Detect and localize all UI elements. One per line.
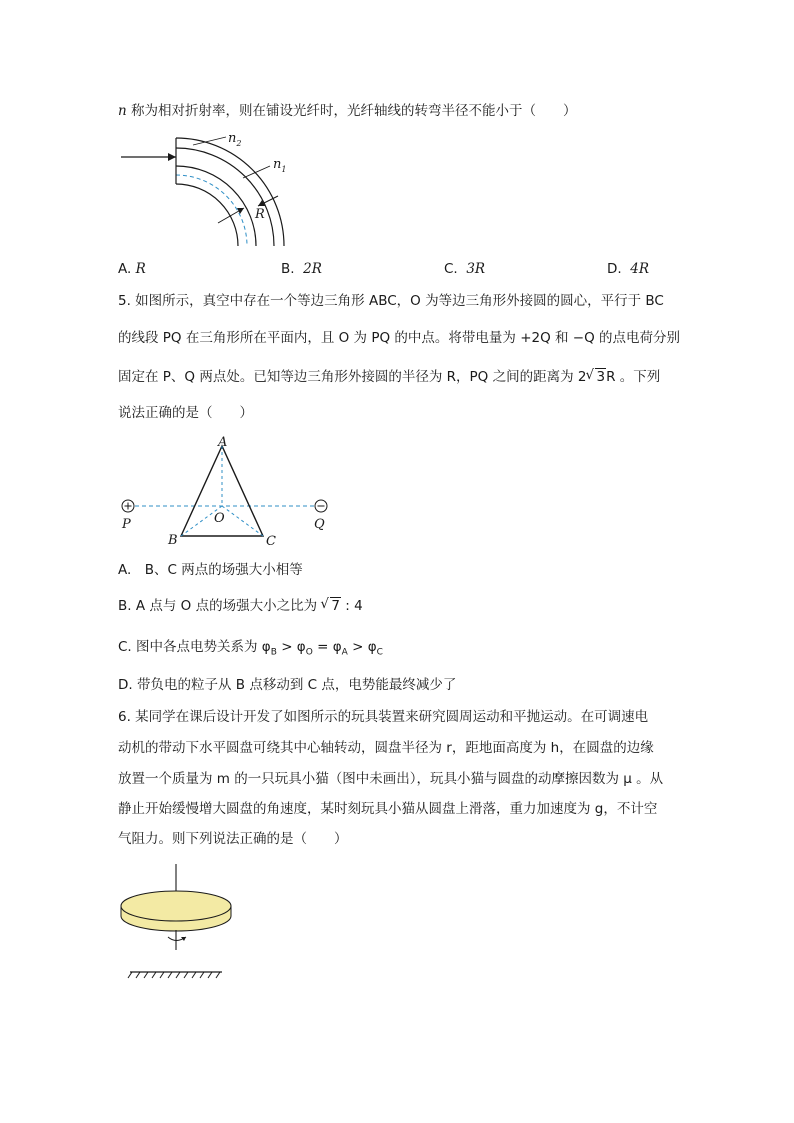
q4-stem-text: 称为相对折射率，则在铺设光纤时，光纤轴线的转弯半径不能小于（ ） [131,103,577,119]
label-R: R [255,207,265,222]
q6-line-1: 6. 某同学在课后设计开发了如图所示的玩具装置来研究圆周运动和平抛运动。在可调速电 [118,709,649,725]
q4-option-b[interactable]: B. 2R [281,261,322,277]
label-B: B [168,533,178,548]
q5-option-d[interactable]: D. 带负电的粒子从 B 点移动到 C 点，电势能最终减少了 [118,677,457,693]
q5-line-1: 5. 如图所示，真空中存在一个等边三角形 ABC，O 为等边三角形外接圆的圆心，平行于 BC [118,293,664,309]
q4-stem [118,102,577,120]
q4-option-d[interactable]: D. 4R [607,261,650,277]
q5-option-a[interactable]: A. B、C 两点的场强大小相等 [118,562,303,578]
q5-option-b[interactable]: B. A 点与 O 点的场强大小之比为 √ 7 : 4 [118,597,363,615]
label-P: P [122,517,131,532]
q6-disk-figure [118,860,243,985]
q6-line-2: 动机的带动下水平圆盘可绕其中心轴转动，圆盘半径为 r，距地面高度为 h，在圆盘的边缘 [118,740,654,756]
q4-fiber-figure [118,128,298,250]
label-n2: $n_2$ [228,131,242,148]
label-Q: Q [314,517,325,532]
label-A: A [218,435,228,450]
q5-line-3: 固定在 P、Q 两点处。已知等边三角形外接圆的半径为 R，PQ 之间的距离为 2√ 3R 。下列 [118,368,660,386]
q6-line-5: 气阻力。则下列说法正确的是（ ） [118,831,348,847]
disk-top [121,891,231,921]
q6-line-3: 放置一个质量为 m 的一只玩具小猫（图中未画出），玩具小猫与圆盘的动摩擦因数为 μ 。从 [118,771,664,787]
q5-option-c[interactable]: C. 图中各点电势关系为 $\varphi_B > \varphi_O = \varphi_A > \varphi_C$ [118,639,383,658]
q4-option-a[interactable]: A. R [118,261,146,277]
q4-option-c[interactable]: C. 3R [444,261,486,277]
label-C: C [266,534,276,549]
q5-line-4: 说法正确的是（ ） [118,405,253,421]
q5-triangle-figure [118,434,348,548]
label-O: O [214,511,225,526]
q4-stem-var: n [118,103,127,119]
q6-line-4: 静止开始缓慢增大圆盘的角速度，某时刻玩具小猫从圆盘上滑落，重力加速度为 g，不计空 [118,801,658,817]
q5-line-2: 的线段 PQ 在三角形所在平面内，且 O 为 PQ 的中点。将带电量为 +2Q 和 −Q 的点电荷分别 [118,330,681,346]
label-n1: $n_1$ [273,157,287,174]
